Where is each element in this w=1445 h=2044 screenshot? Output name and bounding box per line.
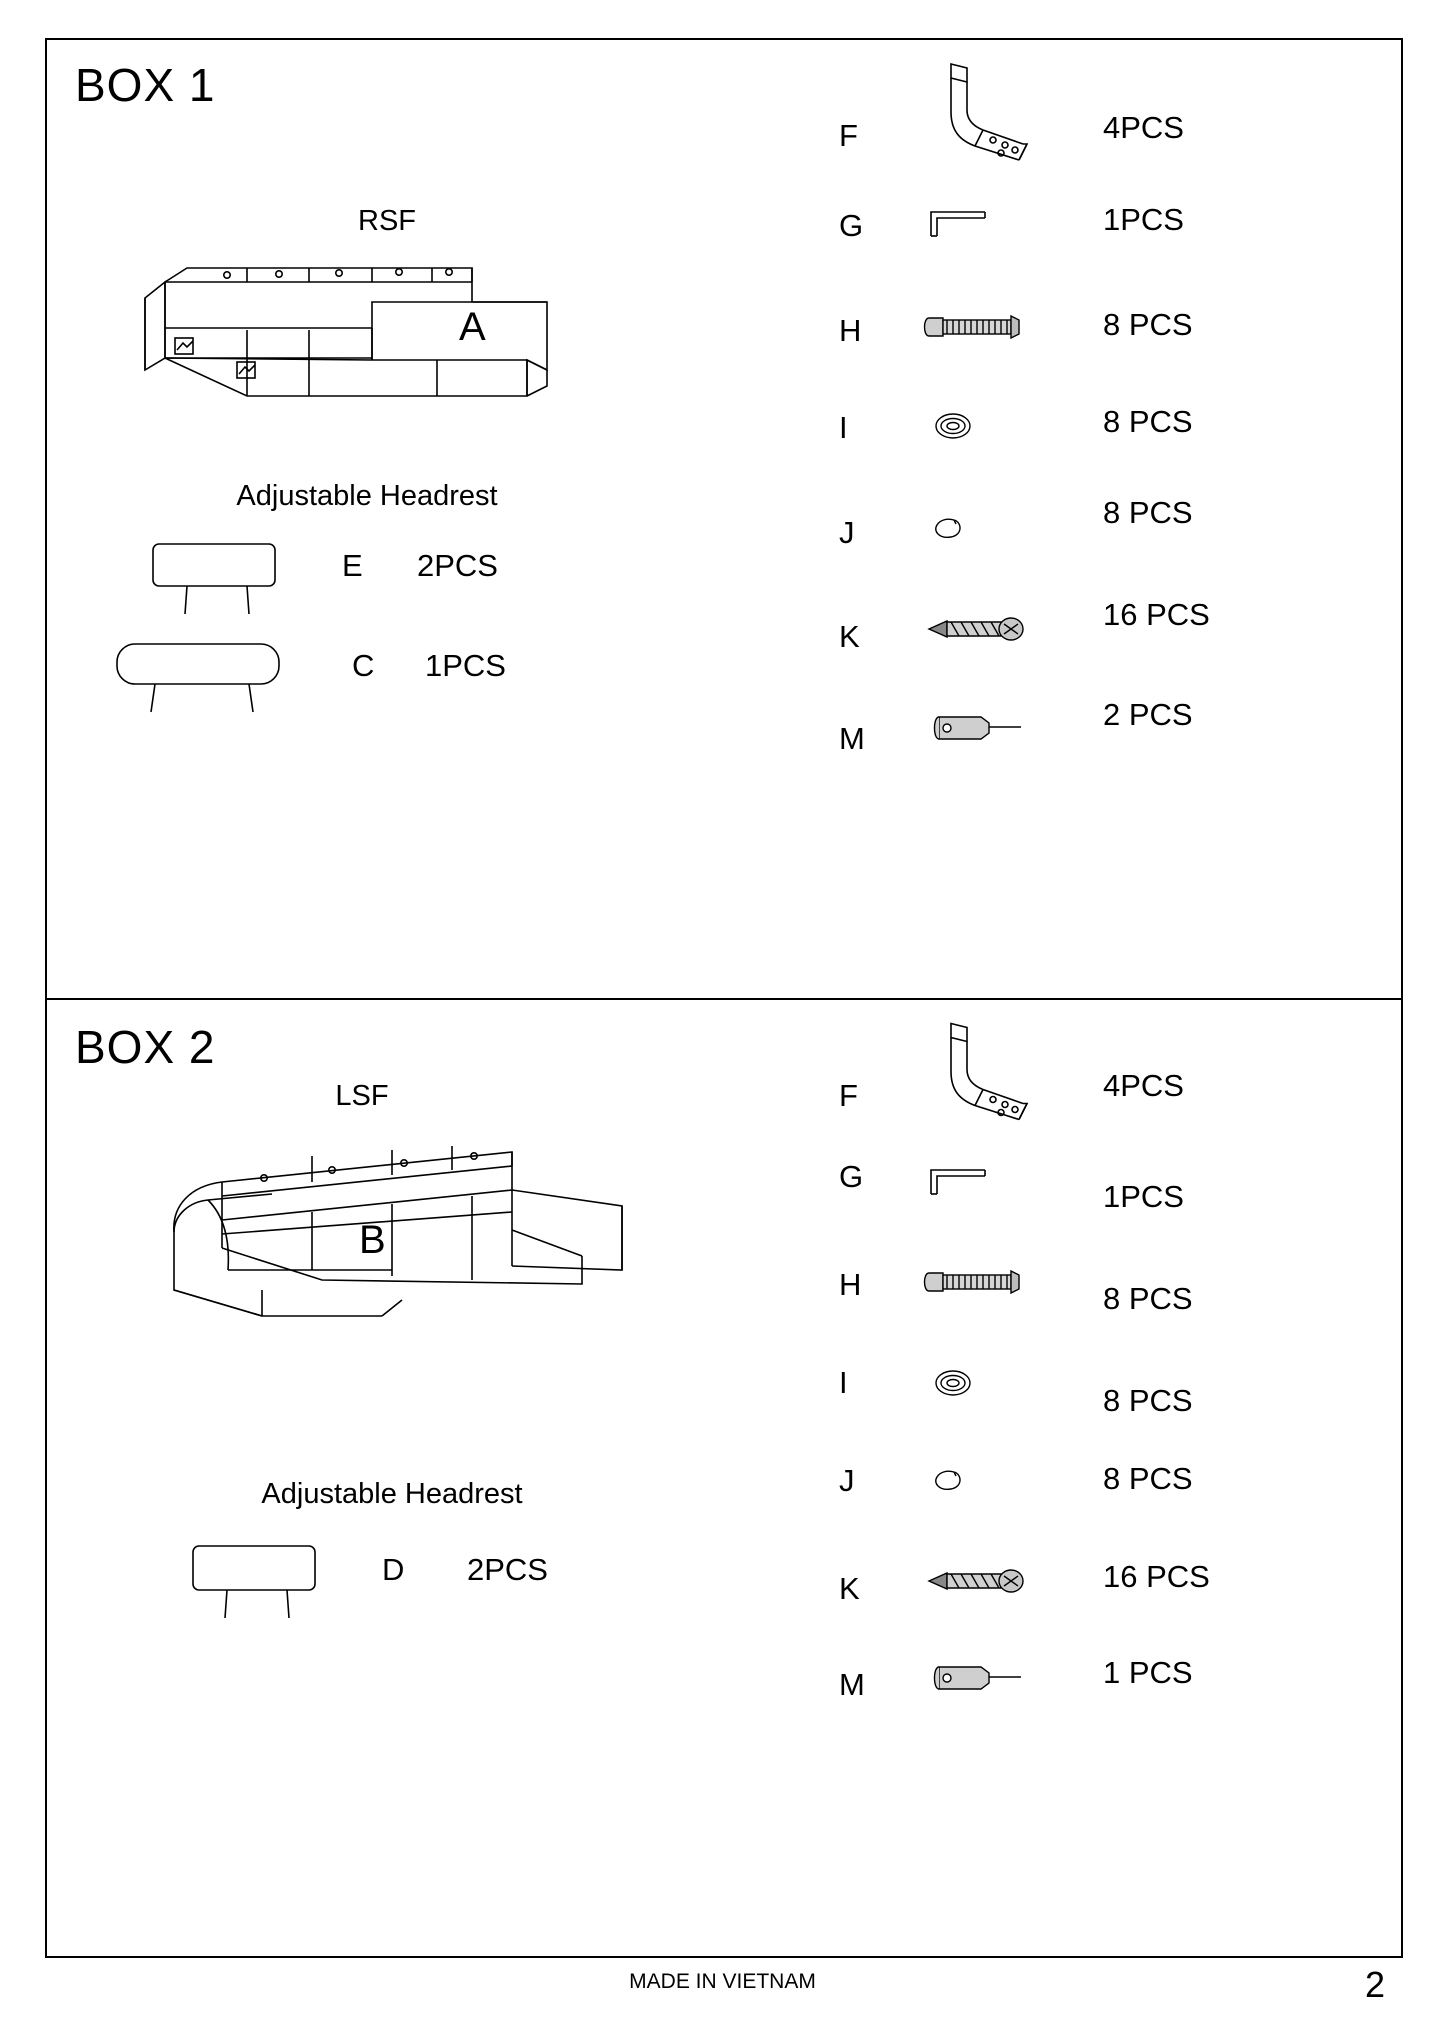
box-2-headrest-qty-0: 2PCS <box>467 1552 548 1587</box>
headrest-wide-icon <box>107 638 327 718</box>
part-letter: G <box>839 208 864 243</box>
box-2-section <box>47 1000 1401 1958</box>
box-1-sofa-caption: RSF <box>358 205 416 237</box>
part-letter: J <box>839 515 855 550</box>
part-letter: I <box>839 1365 848 1400</box>
box-1-headrest-caption: Adjustable Headrest <box>236 480 498 512</box>
part-letter: K <box>839 1571 860 1606</box>
part-letter: K <box>839 619 860 654</box>
box-2-headrest-caption: Adjustable Headrest <box>261 1478 523 1510</box>
flat-washer-icon <box>923 406 1073 446</box>
box-2-headrest-letter-0: D <box>382 1552 405 1587</box>
part-row <box>833 1143 1373 1253</box>
part-qty: 8 PCS <box>1103 1383 1193 1418</box>
part-qty: 8 PCS <box>1103 307 1193 342</box>
box-2-title: BOX 2 <box>75 1021 216 1073</box>
box-2-parts-list <box>833 1018 1373 1738</box>
part-qty: 16 PCS <box>1103 1559 1210 1594</box>
part-qty: 8 PCS <box>1103 1461 1193 1496</box>
box-1-headrest-row-0 <box>47 538 607 628</box>
box-1-headrest-letter-1: C <box>352 648 375 683</box>
part-row <box>833 285 1373 390</box>
page-number: 2 <box>1364 1964 1385 2005</box>
part-qty: 16 PCS <box>1103 597 1210 632</box>
part-letter: F <box>839 1078 858 1113</box>
box-2-sofa-caption: LSF <box>335 1080 389 1112</box>
wood-screw-icon <box>923 609 1073 649</box>
box-1-headrest-row-1 <box>47 638 607 728</box>
part-row <box>833 1451 1373 1547</box>
part-qty: 1PCS <box>1103 202 1184 237</box>
machine-bolt-icon <box>923 1265 1073 1301</box>
box-1-section <box>47 40 1401 1000</box>
part-qty: 1 PCS <box>1103 1655 1193 1690</box>
part-letter: F <box>839 118 858 153</box>
part-letter: M <box>839 721 865 756</box>
part-row <box>833 585 1373 685</box>
box-1-title: BOX 1 <box>75 59 216 111</box>
part-row <box>833 1253 1373 1353</box>
part-letter: G <box>839 1159 864 1194</box>
spring-washer-icon <box>923 511 1073 547</box>
box-1-headrest-qty-0: 2PCS <box>417 548 498 583</box>
machine-bolt-icon <box>923 310 1073 346</box>
part-qty: 2 PCS <box>1103 697 1193 732</box>
spring-washer-icon <box>923 1463 1073 1499</box>
part-qty: 8 PCS <box>1103 404 1193 439</box>
part-letter: M <box>839 1667 865 1702</box>
part-row <box>833 390 1373 485</box>
part-row <box>833 1018 1373 1143</box>
part-row <box>833 1547 1373 1643</box>
part-qty: 4PCS <box>1103 1068 1184 1103</box>
part-qty: 4PCS <box>1103 110 1184 145</box>
made-in-text: MADE IN VIETNAM <box>629 1970 816 1993</box>
part-letter: J <box>839 1463 855 1498</box>
part-qty: 8 PCS <box>1103 1281 1193 1316</box>
part-row <box>833 60 1373 180</box>
connector-bolt-icon <box>923 1661 1073 1695</box>
part-letter: H <box>839 313 862 348</box>
wood-screw-icon <box>923 1561 1073 1601</box>
bracket-leg-icon <box>923 60 1073 175</box>
part-qty: 8 PCS <box>1103 495 1193 530</box>
part-qty: 1PCS <box>1103 1179 1184 1214</box>
sofa-right-facing-icon <box>127 250 607 420</box>
part-row <box>833 1353 1373 1451</box>
box-2-headrest-row-0 <box>47 1540 647 1635</box>
headrest-tall-icon <box>127 538 317 618</box>
headrest-tall-icon <box>167 1540 367 1622</box>
sofa-left-facing-icon <box>152 1120 652 1320</box>
box-1-parts-list <box>833 60 1373 780</box>
part-row <box>833 685 1373 780</box>
allen-key-icon <box>923 200 1073 250</box>
part-row <box>833 485 1373 585</box>
part-letter: I <box>839 410 848 445</box>
part-letter: H <box>839 1267 862 1302</box>
part-row <box>833 1643 1373 1738</box>
box-1-sofa-letter: A <box>459 305 486 349</box>
box-2-sofa-letter: B <box>359 1218 386 1262</box>
connector-bolt-icon <box>923 711 1073 745</box>
instruction-sheet-page <box>45 38 1403 1958</box>
box-1-headrest-qty-1: 1PCS <box>425 648 506 683</box>
box-1-headrest-letter-0: E <box>342 548 363 583</box>
allen-key-icon <box>923 1157 1073 1209</box>
flat-washer-icon <box>923 1363 1073 1403</box>
part-row <box>833 180 1373 285</box>
bracket-leg-icon <box>923 1018 1073 1136</box>
